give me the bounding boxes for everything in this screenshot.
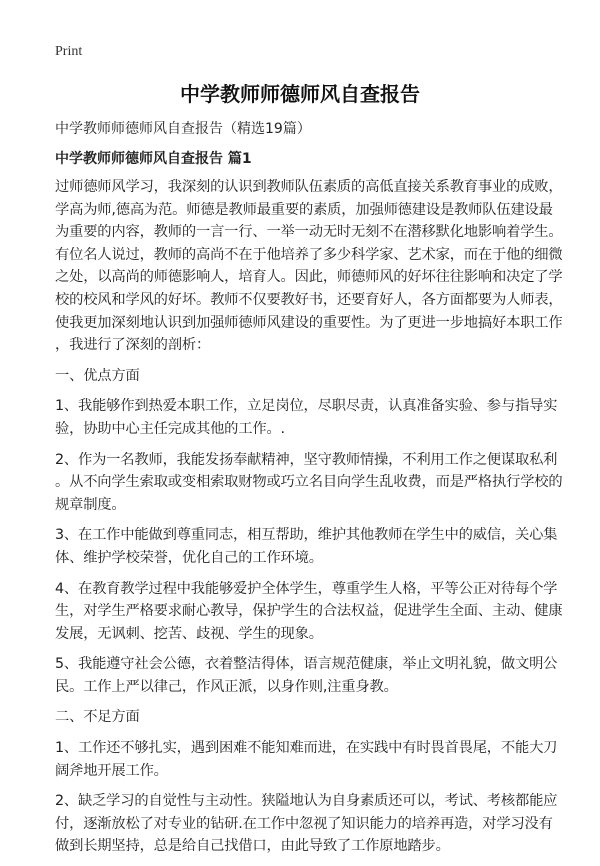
paragraph-line: 阔斧地开展工作。 xyxy=(55,762,168,779)
paragraph-line: 2、缺乏学习的自觉性与主动性。狭隘地认为自身素质还可以，考试、考核都能应 xyxy=(55,793,558,810)
paragraph-line: 5、我能遵守社会公德，衣着整洁得体，语言规范健康，举止文明礼貌，做文明公 xyxy=(55,656,558,673)
paragraph xyxy=(55,706,555,729)
paragraph-line: 之处，以高尚的师德影响人，培育人。因此，师德师风的好坏往往影响和决定了学 xyxy=(55,269,563,286)
paragraph xyxy=(55,449,563,517)
paragraph-line: 使我更加深刻地认识到加强师德师风建设的重要性。为了更进一步地搞好本职工作 xyxy=(55,314,563,331)
paragraph-line: 规章制度。 xyxy=(55,496,126,513)
paragraph xyxy=(55,524,558,569)
paragraph xyxy=(55,578,563,646)
page-title: 中学教师师德师风自查报告 xyxy=(180,82,420,106)
section-heading: 中学教师师德师风自查报告 篇1 xyxy=(55,151,252,167)
paragraph-line: 做到长期坚持，总是给自己找借口，由此导致了工作原地踏步。 xyxy=(55,838,450,855)
paragraph xyxy=(55,395,558,440)
paragraph-line: 4、在教育教学过程中我能够爱护全体学生，尊重学生人格，平等公正对待每个学 xyxy=(55,580,558,597)
paragraph-line: 有位名人说过，教师的高尚不在于他培养了多少科学家、艺术家，而在于他的细微 xyxy=(55,246,563,263)
paragraph-list xyxy=(55,176,563,858)
document-subtitle: 中学教师师德师风自查报告（精选19篇） xyxy=(55,121,311,137)
print-link[interactable]: Print xyxy=(55,44,83,59)
paragraph xyxy=(55,365,555,388)
paragraph-line: 生，对学生严格要求耐心教导，保护学生的合法权益，促进学生全面、主动、健康 xyxy=(55,603,563,620)
paragraph xyxy=(55,790,558,858)
paragraph xyxy=(55,653,558,698)
paragraph-line: 1、工作还不够扎实，遇到困难不能知难而进，在实践中有时畏首畏尾，不能大刀 xyxy=(55,740,558,757)
paragraph xyxy=(55,737,558,782)
paragraph-line: 过师德师风学习，我深刻的认识到教师队伍素质的高低直接关系教育事业的成败， xyxy=(55,179,563,195)
paragraph-line: 校的校风和学风的好坏。教师不仅要教好书，还要育好人，各方面都要为人师表， xyxy=(55,291,563,308)
paragraph-line: 。从不向学生索取或变相索取财物或巧立名目向学生乱收费，而是严格执行学校的 xyxy=(55,474,563,491)
paragraph-line: ，我进行了深刻的剖析： xyxy=(55,337,211,354)
paragraph-line: 付，逐渐放松了对专业的钻研.在工作中忽视了知识能力的培养再造，对学习没有 xyxy=(55,815,553,832)
paragraph xyxy=(55,176,563,357)
paragraph-line: 1、我能够作到热爱本职工作，立足岗位，尽职尽责，认真准备实验、参与指导实 xyxy=(55,398,558,415)
paragraph-line: 一、优点方面 xyxy=(55,367,140,384)
paragraph-line: 学高为师,德高为范。师德是教师最重要的素质，加强师德建设是教师队伍建设最 xyxy=(55,201,553,218)
paragraph-line: 民。工作上严以律己，作风正派，以身作则,注重身教。 xyxy=(55,678,398,695)
paragraph-line: 验，协助中心主任完成其他的工作。. xyxy=(55,420,285,437)
paragraph-line: 二、不足方面 xyxy=(55,709,140,726)
paragraph-line: 3、在工作中能做到尊重同志，相互帮助，维护其他教师在学生中的威信，关心集 xyxy=(55,527,558,544)
paragraph-line: 2、作为一名教师，我能发扬奉献精神，坚守教师情操，不利用工作之便谋取私利 xyxy=(55,451,558,468)
document-body xyxy=(55,118,563,866)
paragraph-line: 发展，无讽刺、挖苦、歧视、学生的现象。 xyxy=(55,625,323,642)
paragraph-line: 为重要的内容，教师的一言一行、一举一动无时无刻不在潜移默化地影响着学生。 xyxy=(55,224,563,241)
paragraph-line: 体、维护学校荣誉，优化自己的工作环境。 xyxy=(55,549,323,566)
